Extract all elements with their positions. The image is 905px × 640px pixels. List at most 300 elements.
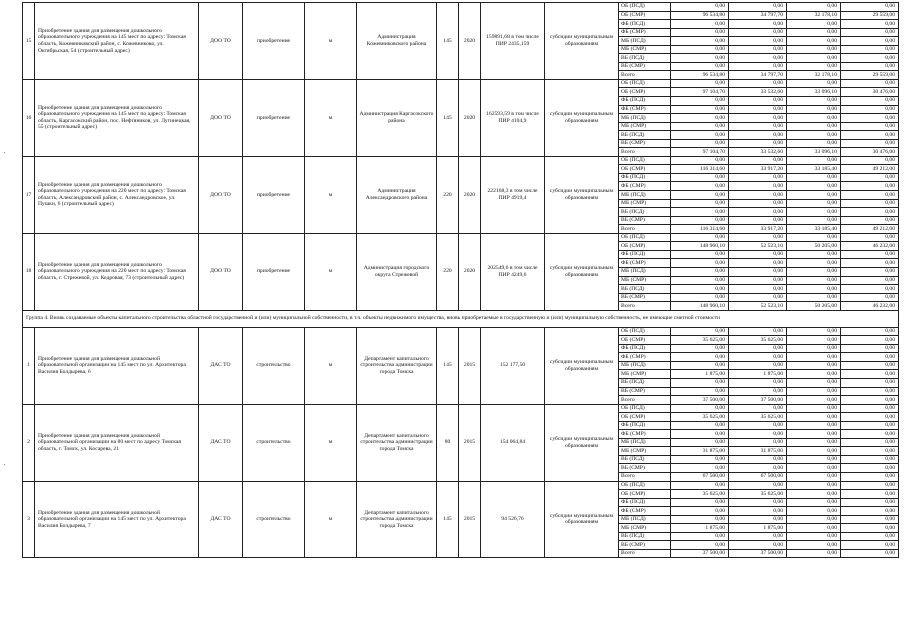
amount-cell: 0,00 bbox=[729, 208, 787, 217]
amount-cell: 116 314,60 bbox=[671, 225, 729, 234]
amount-cell: 0,00 bbox=[841, 532, 899, 541]
funding-source: ФБ (ПСД) bbox=[619, 421, 671, 430]
objects-table bbox=[22, 2, 899, 558]
amount-cell: 0,00 bbox=[841, 208, 899, 217]
amount-cell: 0,00 bbox=[671, 105, 729, 114]
amount-cell: 50 205,00 bbox=[787, 242, 841, 251]
funding-source: ОБ (СМР) bbox=[619, 11, 671, 20]
administrator: Департамент капитального строительства администрации города Томска bbox=[357, 327, 437, 404]
amount-cell: 0,00 bbox=[841, 122, 899, 131]
amount-cell: 0,00 bbox=[787, 549, 841, 558]
funding-source: ФБ (ПСД) bbox=[619, 344, 671, 353]
amount-cell: 0,00 bbox=[671, 216, 729, 225]
funding-source: ВБ (ПСД) bbox=[619, 131, 671, 140]
amount-cell: 0,00 bbox=[787, 532, 841, 541]
funding-source: ВБ (СМР) bbox=[619, 293, 671, 302]
amount-cell: 0,00 bbox=[787, 216, 841, 225]
responsible-org: ДОО ТО bbox=[199, 3, 243, 80]
amount-cell: 0,00 bbox=[787, 97, 841, 106]
amount-cell: 0,00 bbox=[841, 182, 899, 191]
amount-cell: 0,00 bbox=[671, 378, 729, 387]
amount-cell: 0,00 bbox=[787, 490, 841, 499]
amount-cell: 0,00 bbox=[787, 413, 841, 422]
unit: м bbox=[305, 404, 357, 481]
amount-cell: 0,00 bbox=[787, 404, 841, 413]
amount-cell: 0,00 bbox=[729, 28, 787, 37]
capacity: 145 bbox=[437, 327, 459, 404]
funding-source: МБ (ПСД) bbox=[619, 37, 671, 46]
amount-cell: 0,00 bbox=[787, 199, 841, 208]
estimated-cost: 162593,59 в том числе ПИР 4104,9 bbox=[481, 79, 545, 156]
funding-source: ФБ (ПСД) bbox=[619, 250, 671, 259]
amount-cell: 0,00 bbox=[841, 464, 899, 473]
amount-cell: 0,00 bbox=[787, 336, 841, 345]
funding-source: ВБ (СМР) bbox=[619, 139, 671, 148]
amount-cell: 0,00 bbox=[671, 353, 729, 362]
amount-cell: 35 625,00 bbox=[671, 336, 729, 345]
funding-source: ФБ (ПСД) bbox=[619, 498, 671, 507]
amount-cell: 0,00 bbox=[787, 353, 841, 362]
unit: м bbox=[305, 233, 357, 310]
amount-cell: 0,00 bbox=[787, 370, 841, 379]
amount-cell: 0,00 bbox=[841, 191, 899, 200]
funding-source: ФБ (СМР) bbox=[619, 507, 671, 516]
amount-cell: 0,00 bbox=[787, 455, 841, 464]
amount-cell: 29 559,00 bbox=[841, 71, 899, 80]
amount-cell: 0,00 bbox=[841, 481, 899, 490]
amount-cell: 1 875,00 bbox=[729, 524, 787, 533]
amount-cell: 0,00 bbox=[841, 455, 899, 464]
activity-type: приобретение bbox=[243, 3, 305, 80]
year: 2020 bbox=[459, 233, 481, 310]
funding-source: ВБ (ПСД) bbox=[619, 378, 671, 387]
amount-cell: 33 096,10 bbox=[787, 88, 841, 97]
amount-cell: 0,00 bbox=[787, 267, 841, 276]
amount-cell: 35 625,00 bbox=[729, 413, 787, 422]
support-form: субсидии муниципальным образованиям bbox=[545, 79, 619, 156]
amount-cell: 0,00 bbox=[671, 97, 729, 106]
funding-source: МБ (СМР) bbox=[619, 370, 671, 379]
amount-cell: 37 500,00 bbox=[671, 396, 729, 405]
amount-cell: 0,00 bbox=[787, 447, 841, 456]
estimated-cost: 159891,68 в том числе ПИР 2435,159 bbox=[481, 3, 545, 80]
funding-source: ОБ (СМР) bbox=[619, 165, 671, 174]
amount-cell: 0,00 bbox=[787, 285, 841, 294]
amount-cell: 0,00 bbox=[787, 105, 841, 114]
amount-cell: 0,00 bbox=[729, 139, 787, 148]
amount-cell: 0,00 bbox=[671, 139, 729, 148]
amount-cell: 0,00 bbox=[841, 396, 899, 405]
funding-source: ОБ (СМР) bbox=[619, 413, 671, 422]
funding-source: Всего bbox=[619, 396, 671, 405]
amount-cell: 0,00 bbox=[787, 472, 841, 481]
funding-source: ВБ (СМР) bbox=[619, 62, 671, 71]
amount-cell: 0,00 bbox=[671, 20, 729, 29]
estimated-cost: 154 064,84 bbox=[481, 404, 545, 481]
amount-cell: 0,00 bbox=[729, 199, 787, 208]
amount-cell: 0,00 bbox=[729, 541, 787, 550]
object-description: Приобретение здания для размещения дошкольного образовательного учреждения на 220 мест по адресу: Томская область, г. Стрежевой, ул. Кедровая, 73 (строительный адрес) bbox=[35, 233, 199, 310]
amount-cell: 0,00 bbox=[841, 515, 899, 524]
funding-source: МБ (ПСД) bbox=[619, 114, 671, 123]
amount-cell: 34 797,70 bbox=[729, 71, 787, 80]
funding-source: МБ (СМР) bbox=[619, 45, 671, 54]
support-form: субсидии муниципальным образованиям bbox=[545, 3, 619, 80]
amount-cell: 0,00 bbox=[729, 122, 787, 131]
amount-cell: 0,00 bbox=[787, 430, 841, 439]
amount-cell: 0,00 bbox=[841, 541, 899, 550]
funding-source: ВБ (СМР) bbox=[619, 464, 671, 473]
amount-cell: 0,00 bbox=[729, 353, 787, 362]
capacity: 145 bbox=[437, 79, 459, 156]
object-number: 1 bbox=[23, 327, 35, 404]
amount-cell: 0,00 bbox=[671, 293, 729, 302]
amount-cell: 0,00 bbox=[787, 182, 841, 191]
funding-source: ОБ (ПСД) bbox=[619, 481, 671, 490]
unit: м bbox=[305, 481, 357, 558]
amount-cell: 148 960,10 bbox=[671, 242, 729, 251]
amount-cell: 0,00 bbox=[671, 344, 729, 353]
funding-source: ФБ (ПСД) bbox=[619, 173, 671, 182]
amount-cell: 0,00 bbox=[787, 3, 841, 12]
object-description: Приобретение здания для размещения дошкольного образовательного учреждения на 220 мест по адресу: Томская область, Александровский район, с. Александровское, ул. Пушки, 6 (строительный адрес) bbox=[35, 156, 199, 233]
funding-source: ВБ (ПСД) bbox=[619, 532, 671, 541]
capacity: 220 bbox=[437, 233, 459, 310]
object-number: 16 bbox=[23, 79, 35, 156]
object-description: Приобретение здания для размещения дошкольной образовательной организации на 145 мест по ул. Архитектора Василия Болдырева, 7 bbox=[35, 481, 199, 558]
table-row bbox=[23, 79, 899, 88]
amount-cell: 0,00 bbox=[671, 122, 729, 131]
amount-cell: 0,00 bbox=[787, 259, 841, 268]
administrator: Администрация городского округа Стрежевой bbox=[357, 233, 437, 310]
amount-cell: 0,00 bbox=[729, 79, 787, 88]
amount-cell: 0,00 bbox=[671, 285, 729, 294]
amount-cell: 0,00 bbox=[729, 507, 787, 516]
amount-cell: 0,00 bbox=[787, 37, 841, 46]
funding-source: ФБ (СМР) bbox=[619, 430, 671, 439]
funding-source: МБ (СМР) bbox=[619, 122, 671, 131]
amount-cell: 0,00 bbox=[841, 361, 899, 370]
responsible-org: ДОО ТО bbox=[199, 233, 243, 310]
amount-cell: 0,00 bbox=[787, 361, 841, 370]
amount-cell: 0,00 bbox=[787, 62, 841, 71]
amount-cell: 0,00 bbox=[841, 472, 899, 481]
funding-source: ФБ (ПСД) bbox=[619, 20, 671, 29]
activity-type: приобретение bbox=[243, 156, 305, 233]
amount-cell: 35 625,00 bbox=[671, 490, 729, 499]
amount-cell: 0,00 bbox=[787, 421, 841, 430]
amount-cell: 0,00 bbox=[729, 532, 787, 541]
amount-cell: 0,00 bbox=[841, 507, 899, 516]
funding-source: Всего bbox=[619, 549, 671, 558]
amount-cell: 0,00 bbox=[787, 464, 841, 473]
amount-cell: 0,00 bbox=[729, 156, 787, 165]
amount-cell: 33 532,60 bbox=[729, 88, 787, 97]
amount-cell: 67 500,00 bbox=[671, 472, 729, 481]
amount-cell: 0,00 bbox=[787, 191, 841, 200]
amount-cell: 0,00 bbox=[841, 524, 899, 533]
amount-cell: 148 960,10 bbox=[671, 302, 729, 311]
administrator: Департамент капитального строительства администрации города Томска bbox=[357, 404, 437, 481]
year: 2015 bbox=[459, 404, 481, 481]
administrator: Департамент капитального строительства администрации города Томска bbox=[357, 481, 437, 558]
activity-type: строительство bbox=[243, 404, 305, 481]
object-description: Приобретение здания для размещения дошкольного образовательного учреждения на 145 мест по адресу: Томская область, Кожевниковский район, с. Кожевниково, ул. Октябрьская, 54 (строительный адрес) bbox=[35, 3, 199, 80]
amount-cell: 0,00 bbox=[841, 404, 899, 413]
amount-cell: 30 476,00 bbox=[841, 88, 899, 97]
amount-cell: 46 232,00 bbox=[841, 242, 899, 251]
amount-cell: 0,00 bbox=[729, 327, 787, 336]
year: 2020 bbox=[459, 156, 481, 233]
amount-cell: 35 625,00 bbox=[729, 490, 787, 499]
administrator: Администрация Кожевниковского района bbox=[357, 3, 437, 80]
amount-cell: 0,00 bbox=[729, 97, 787, 106]
funding-source: Всего bbox=[619, 225, 671, 234]
funding-source: ОБ (СМР) bbox=[619, 490, 671, 499]
amount-cell: 0,00 bbox=[671, 114, 729, 123]
amount-cell: 0,00 bbox=[841, 549, 899, 558]
amount-cell: 0,00 bbox=[729, 404, 787, 413]
amount-cell: 0,00 bbox=[729, 191, 787, 200]
funding-source: ОБ (ПСД) bbox=[619, 327, 671, 336]
amount-cell: 0,00 bbox=[729, 37, 787, 46]
amount-cell: 0,00 bbox=[841, 267, 899, 276]
responsible-org: ДАС ТО bbox=[199, 327, 243, 404]
amount-cell: 0,00 bbox=[729, 378, 787, 387]
amount-cell: 0,00 bbox=[729, 285, 787, 294]
estimated-cost: 94 526,76 bbox=[481, 481, 545, 558]
object-number: 3 bbox=[23, 481, 35, 558]
object-number: 15 bbox=[23, 3, 35, 80]
amount-cell: 0,00 bbox=[841, 105, 899, 114]
funding-source: ФБ (СМР) bbox=[619, 259, 671, 268]
amount-cell: 0,00 bbox=[671, 250, 729, 259]
amount-cell: 1 875,00 bbox=[729, 370, 787, 379]
funding-source: ФБ (СМР) bbox=[619, 182, 671, 191]
amount-cell: 33 917,20 bbox=[729, 225, 787, 234]
table-row bbox=[23, 327, 899, 336]
amount-cell: 0,00 bbox=[671, 62, 729, 71]
amount-cell: 33 532,60 bbox=[729, 148, 787, 157]
amount-cell: 0,00 bbox=[729, 430, 787, 439]
amount-cell: 0,00 bbox=[841, 259, 899, 268]
amount-cell: 0,00 bbox=[671, 208, 729, 217]
amount-cell: 0,00 bbox=[671, 507, 729, 516]
funding-source: МБ (ПСД) bbox=[619, 438, 671, 447]
amount-cell: 33 185,40 bbox=[787, 165, 841, 174]
amount-cell: 0,00 bbox=[787, 507, 841, 516]
amount-cell: 0,00 bbox=[841, 430, 899, 439]
table-row bbox=[23, 404, 899, 413]
amount-cell: 116 314,60 bbox=[671, 165, 729, 174]
amount-cell: 0,00 bbox=[729, 259, 787, 268]
amount-cell: 52 523,10 bbox=[729, 242, 787, 251]
funding-source: ФБ (СМР) bbox=[619, 28, 671, 37]
amount-cell: 0,00 bbox=[787, 378, 841, 387]
support-form: субсидии муниципальным образованиям bbox=[545, 327, 619, 404]
funding-source: МБ (СМР) bbox=[619, 276, 671, 285]
amount-cell: 0,00 bbox=[787, 327, 841, 336]
amount-cell: 0,00 bbox=[729, 438, 787, 447]
amount-cell: 30 476,00 bbox=[841, 148, 899, 157]
table-row bbox=[23, 481, 899, 490]
funding-source: ОБ (ПСД) bbox=[619, 233, 671, 242]
funding-source: МБ (СМР) bbox=[619, 199, 671, 208]
administrator: Администрация Каргасокского района bbox=[357, 79, 437, 156]
amount-cell: 31 875,00 bbox=[729, 447, 787, 456]
amount-cell: 0,00 bbox=[841, 370, 899, 379]
amount-cell: 37 500,00 bbox=[729, 396, 787, 405]
amount-cell: 0,00 bbox=[841, 139, 899, 148]
responsible-org: ДАС ТО bbox=[199, 481, 243, 558]
amount-cell: 50 205,00 bbox=[787, 302, 841, 311]
amount-cell: 96 534,80 bbox=[671, 71, 729, 80]
amount-cell: 0,00 bbox=[841, 62, 899, 71]
funding-source: Всего bbox=[619, 71, 671, 80]
amount-cell: 0,00 bbox=[787, 396, 841, 405]
amount-cell: 0,00 bbox=[841, 498, 899, 507]
table-row bbox=[23, 156, 899, 165]
amount-cell: 0,00 bbox=[841, 438, 899, 447]
amount-cell: 52 523,10 bbox=[729, 302, 787, 311]
amount-cell: 0,00 bbox=[671, 191, 729, 200]
amount-cell: 0,00 bbox=[787, 208, 841, 217]
funding-source: МБ (СМР) bbox=[619, 524, 671, 533]
amount-cell: 0,00 bbox=[729, 105, 787, 114]
amount-cell: 0,00 bbox=[671, 28, 729, 37]
amount-cell: 0,00 bbox=[841, 421, 899, 430]
amount-cell: 0,00 bbox=[787, 139, 841, 148]
group-title: Группа 4. Вновь создаваемые объекты капитального строительства областной государственной и (или) муниципальной собственности, в т.ч. объекты недвижимого имущества, вновь приобретаемые в государственную и (или) муниципальную собственность, не имеющие сметной стоимости bbox=[23, 310, 899, 327]
amount-cell: 0,00 bbox=[729, 114, 787, 123]
amount-cell: 0,00 bbox=[841, 327, 899, 336]
amount-cell: 0,00 bbox=[787, 276, 841, 285]
binder-mark bbox=[4, 152, 5, 153]
amount-cell: 0,00 bbox=[841, 378, 899, 387]
amount-cell: 0,00 bbox=[729, 216, 787, 225]
amount-cell: 0,00 bbox=[671, 387, 729, 396]
amount-cell: 0,00 bbox=[841, 37, 899, 46]
support-form: субсидии муниципальным образованиям bbox=[545, 156, 619, 233]
amount-cell: 0,00 bbox=[841, 413, 899, 422]
funding-source: ОБ (ПСД) bbox=[619, 156, 671, 165]
amount-cell: 35 625,00 bbox=[671, 413, 729, 422]
amount-cell: 0,00 bbox=[729, 464, 787, 473]
amount-cell: 0,00 bbox=[671, 173, 729, 182]
document-page bbox=[22, 2, 898, 558]
amount-cell: 0,00 bbox=[841, 20, 899, 29]
amount-cell: 0,00 bbox=[729, 20, 787, 29]
funding-source: ВБ (СМР) bbox=[619, 387, 671, 396]
object-number: 17 bbox=[23, 156, 35, 233]
activity-type: строительство bbox=[243, 327, 305, 404]
table-row bbox=[23, 233, 899, 242]
amount-cell: 0,00 bbox=[671, 233, 729, 242]
amount-cell: 0,00 bbox=[729, 62, 787, 71]
year: 2015 bbox=[459, 481, 481, 558]
amount-cell: 0,00 bbox=[841, 173, 899, 182]
unit: м bbox=[305, 327, 357, 404]
amount-cell: 0,00 bbox=[787, 122, 841, 131]
amount-cell: 0,00 bbox=[729, 276, 787, 285]
funding-source: ОБ (ПСД) bbox=[619, 79, 671, 88]
amount-cell: 33 917,20 bbox=[729, 165, 787, 174]
funding-source: Всего bbox=[619, 302, 671, 311]
amount-cell: 0,00 bbox=[671, 421, 729, 430]
amount-cell: 0,00 bbox=[841, 216, 899, 225]
amount-cell: 0,00 bbox=[729, 498, 787, 507]
amount-cell: 0,00 bbox=[787, 45, 841, 54]
amount-cell: 0,00 bbox=[729, 45, 787, 54]
unit: м bbox=[305, 3, 357, 80]
amount-cell: 0,00 bbox=[729, 233, 787, 242]
amount-cell: 0,00 bbox=[787, 54, 841, 63]
amount-cell: 0,00 bbox=[671, 430, 729, 439]
amount-cell: 0,00 bbox=[671, 259, 729, 268]
amount-cell: 49 212,00 bbox=[841, 165, 899, 174]
amount-cell: 0,00 bbox=[787, 438, 841, 447]
unit: м bbox=[305, 79, 357, 156]
amount-cell: 0,00 bbox=[671, 438, 729, 447]
amount-cell: 0,00 bbox=[671, 515, 729, 524]
amount-cell: 0,00 bbox=[671, 541, 729, 550]
object-number: 2 bbox=[23, 404, 35, 481]
unit: м bbox=[305, 156, 357, 233]
object-number: 18 bbox=[23, 233, 35, 310]
amount-cell: 0,00 bbox=[671, 361, 729, 370]
amount-cell: 0,00 bbox=[787, 20, 841, 29]
amount-cell: 0,00 bbox=[841, 490, 899, 499]
amount-cell: 0,00 bbox=[671, 327, 729, 336]
amount-cell: 0,00 bbox=[787, 387, 841, 396]
amount-cell: 37 500,00 bbox=[729, 549, 787, 558]
amount-cell: 67 500,00 bbox=[729, 472, 787, 481]
funding-source: МБ (СМР) bbox=[619, 447, 671, 456]
table-body bbox=[23, 3, 899, 558]
estimated-cost: 152 177,50 bbox=[481, 327, 545, 404]
amount-cell: 0,00 bbox=[787, 293, 841, 302]
amount-cell: 0,00 bbox=[729, 293, 787, 302]
funding-source: Всего bbox=[619, 472, 671, 481]
funding-source: ФБ (СМР) bbox=[619, 353, 671, 362]
funding-source: МБ (ПСД) bbox=[619, 361, 671, 370]
amount-cell: 0,00 bbox=[787, 156, 841, 165]
activity-type: приобретение bbox=[243, 79, 305, 156]
administrator: Администрация Александровского района bbox=[357, 156, 437, 233]
amount-cell: 0,00 bbox=[841, 344, 899, 353]
amount-cell: 0,00 bbox=[787, 114, 841, 123]
responsible-org: ДОО ТО bbox=[199, 156, 243, 233]
amount-cell: 0,00 bbox=[671, 498, 729, 507]
amount-cell: 31 875,00 bbox=[671, 447, 729, 456]
funding-source: МБ (ПСД) bbox=[619, 515, 671, 524]
funding-source: МБ (ПСД) bbox=[619, 267, 671, 276]
activity-type: строительство bbox=[243, 481, 305, 558]
amount-cell: 46 232,00 bbox=[841, 302, 899, 311]
amount-cell: 0,00 bbox=[841, 131, 899, 140]
funding-source: ФБ (СМР) bbox=[619, 105, 671, 114]
responsible-org: ДОО ТО bbox=[199, 79, 243, 156]
amount-cell: 0,00 bbox=[841, 233, 899, 242]
funding-source: ОБ (ПСД) bbox=[619, 404, 671, 413]
funding-source: ВБ (СМР) bbox=[619, 216, 671, 225]
amount-cell: 0,00 bbox=[841, 387, 899, 396]
amount-cell: 0,00 bbox=[671, 45, 729, 54]
amount-cell: 0,00 bbox=[671, 54, 729, 63]
amount-cell: 0,00 bbox=[729, 250, 787, 259]
amount-cell: 0,00 bbox=[841, 250, 899, 259]
amount-cell: 0,00 bbox=[841, 45, 899, 54]
